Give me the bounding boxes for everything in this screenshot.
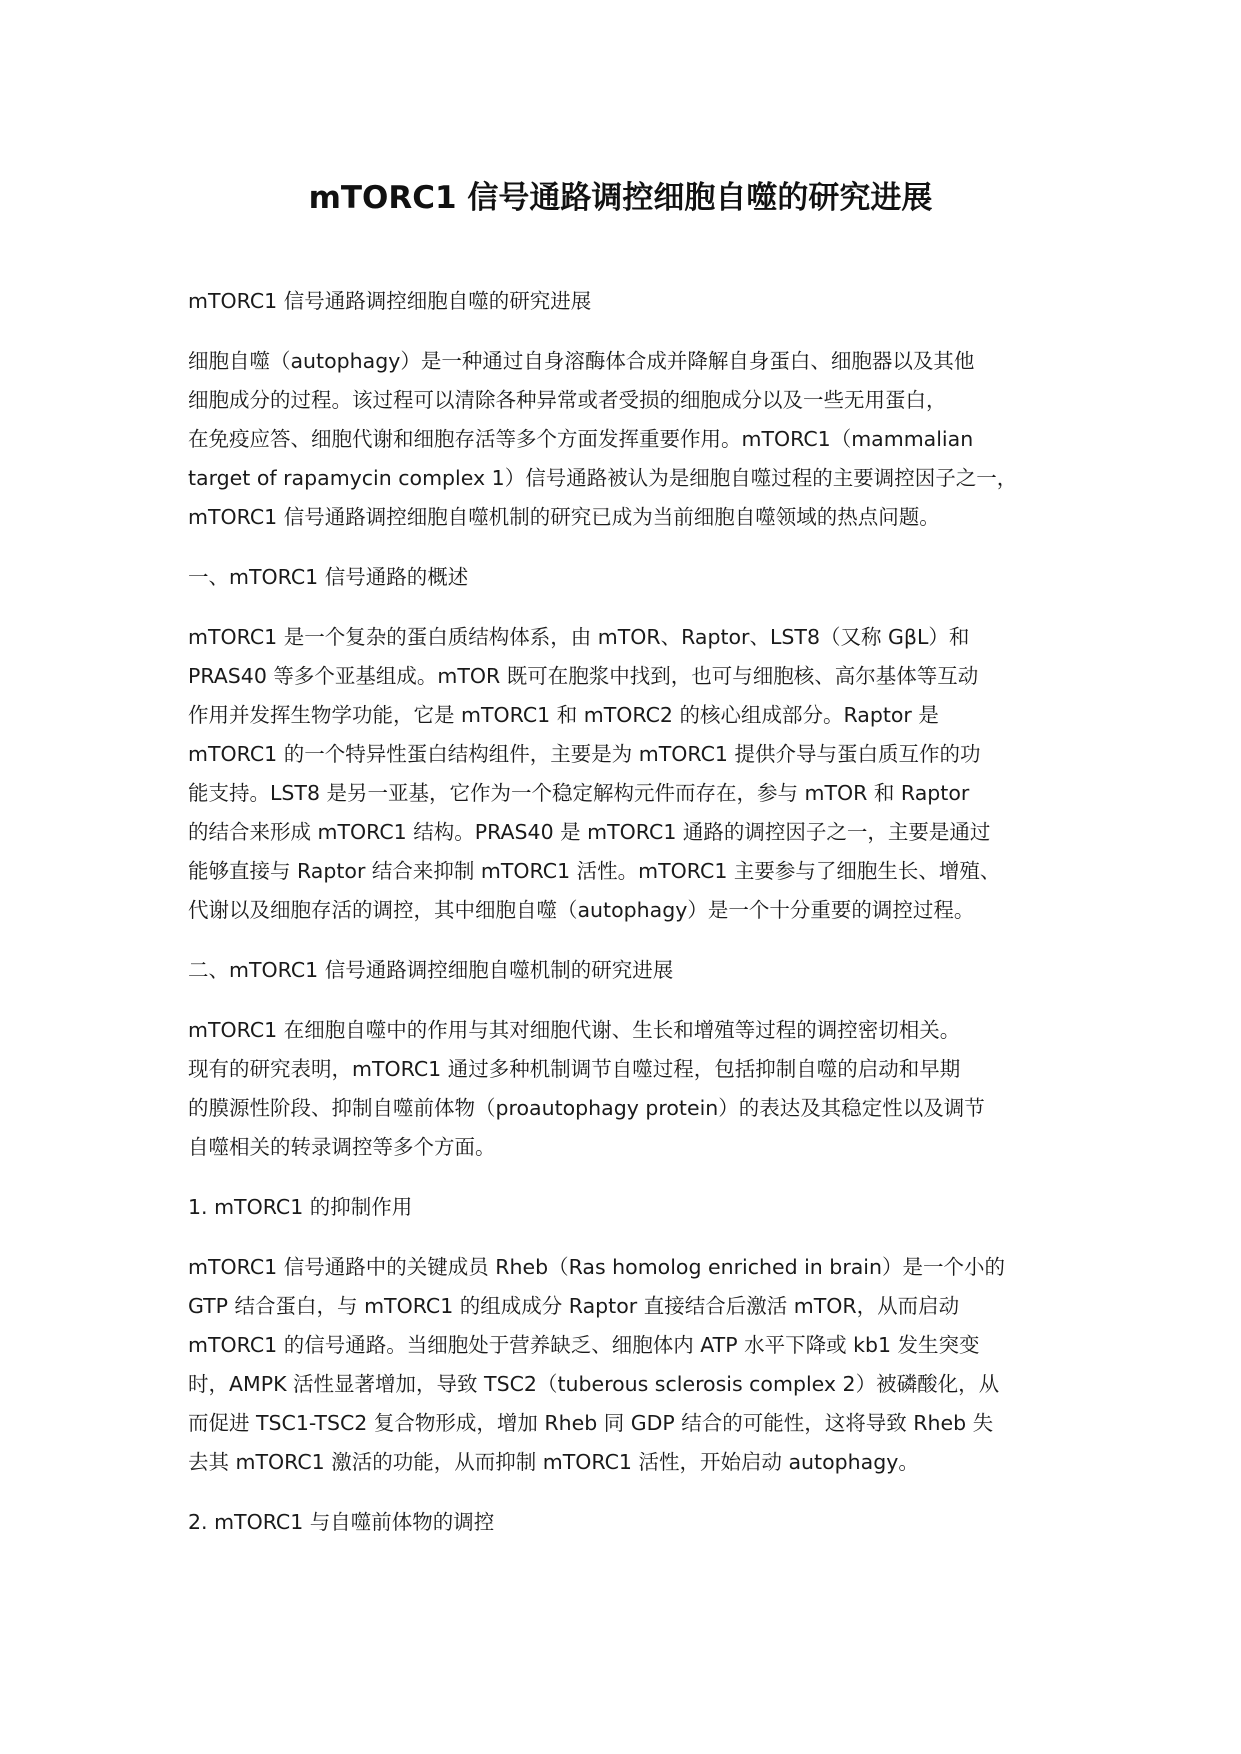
text-line: 而促进 TSC1-TSC2 复合物形成，增加 Rheb 同 GDP 结合的可能性，这将导致 Rheb 失: [188, 1411, 994, 1435]
heading-line: 2. mTORC1 与自噬前体物的调控: [188, 1510, 495, 1534]
text-line: 能够直接与 Raptor 结合来抑制 mTORC1 活性。mTORC1 主要参与了细胞生长、增殖、: [188, 859, 1001, 883]
heading-line: 二、mTORC1 信号通路调控细胞自噬机制的研究进展: [188, 958, 674, 982]
subsection1-heading: [188, 1188, 1068, 1227]
text-line: 的膜源性阶段、抑制自噬前体物（proautophagy protein）的表达及其稳定性以及调节: [188, 1096, 985, 1120]
text-line: 作用并发挥生物学功能，它是 mTORC1 和 mTORC2 的核心组成部分。Raptor 是: [188, 703, 939, 727]
text-line: 细胞自噬（autophagy）是一种通过自身溶酶体合成并降解自身蛋白、细胞器以及其他: [188, 349, 975, 373]
text-line: 自噬相关的转录调控等多个方面。: [188, 1135, 496, 1159]
section1-heading: [188, 558, 1068, 597]
text-line: 现有的研究表明，mTORC1 通过多种机制调节自噬过程，包括抑制自噬的启动和早期: [188, 1057, 961, 1081]
subsection2-heading: [188, 1503, 1068, 1542]
text-line: mTORC1 信号通路中的关键成员 Rheb（Ras homolog enriched in brain）是一个小的: [188, 1255, 1005, 1279]
text-line: 在免疫应答、细胞代谢和细胞存活等多个方面发挥重要作用。mTORC1（mammalian: [188, 427, 974, 451]
text-line: 时，AMPK 活性显著增加，导致 TSC2（tuberous sclerosis complex 2）被磷酸化，从: [188, 1372, 1000, 1396]
subtitle-paragraph: [188, 282, 1068, 321]
heading-line: 1. mTORC1 的抑制作用: [188, 1195, 413, 1219]
section1-paragraph: [188, 618, 1068, 930]
text-line: 能支持。LST8 是另一亚基，它作为一个稳定解构元件而存在，参与 mTOR 和 Raptor: [188, 781, 970, 805]
text-line: mTORC1 信号通路调控细胞自噬的研究进展: [188, 289, 592, 313]
text-line: 代谢以及细胞存活的调控，其中细胞自噬（autophagy）是一个十分重要的调控过程。: [188, 898, 975, 922]
text-line: 去其 mTORC1 激活的功能，从而抑制 mTORC1 活性，开始启动 autophagy。: [188, 1450, 919, 1474]
text-line: mTORC1 是一个复杂的蛋白质结构体系，由 mTOR、Raptor、LST8（又称 GβL）和: [188, 625, 970, 649]
text-line: PRAS40 等多个亚基组成。mTOR 既可在胞浆中找到，也可与细胞核、高尔基体等互动: [188, 664, 979, 688]
text-line: mTORC1 信号通路调控细胞自噬机制的研究已成为当前细胞自噬领域的热点问题。: [188, 505, 940, 529]
subsection1-paragraph: [188, 1248, 1068, 1482]
document-title: mTORC1 信号通路调控细胞自噬的研究进展: [308, 180, 933, 216]
text-line: mTORC1 的信号通路。当细胞处于营养缺乏、细胞体内 ATP 水平下降或 kb1 发生突变: [188, 1333, 980, 1357]
text-line: GTP 结合蛋白，与 mTORC1 的组成成分 Raptor 直接结合后激活 mTOR，从而启动: [188, 1294, 960, 1318]
heading-line: 一、mTORC1 信号通路的概述: [188, 565, 469, 589]
document-body: [188, 282, 1068, 1542]
text-line: 的结合来形成 mTORC1 结构。PRAS40 是 mTORC1 通路的调控因子之一，主要是通过: [188, 820, 991, 844]
section2-heading: [188, 951, 1068, 990]
text-line: 细胞成分的过程。该过程可以清除各种异常或者受损的细胞成分以及一些无用蛋白，: [188, 388, 947, 412]
text-line: mTORC1 在细胞自噬中的作用与其对细胞代谢、生长和增殖等过程的调控密切相关。: [188, 1018, 961, 1042]
intro-paragraph: [188, 342, 1068, 537]
text-line: target of rapamycin complex 1）信号通路被认为是细胞自噬过程的主要调控因子之一，: [188, 466, 1018, 490]
text-line: mTORC1 的一个特异性蛋白结构组件，主要是为 mTORC1 提供介导与蛋白质互作的功: [188, 742, 981, 766]
section2-paragraph: [188, 1011, 1068, 1167]
